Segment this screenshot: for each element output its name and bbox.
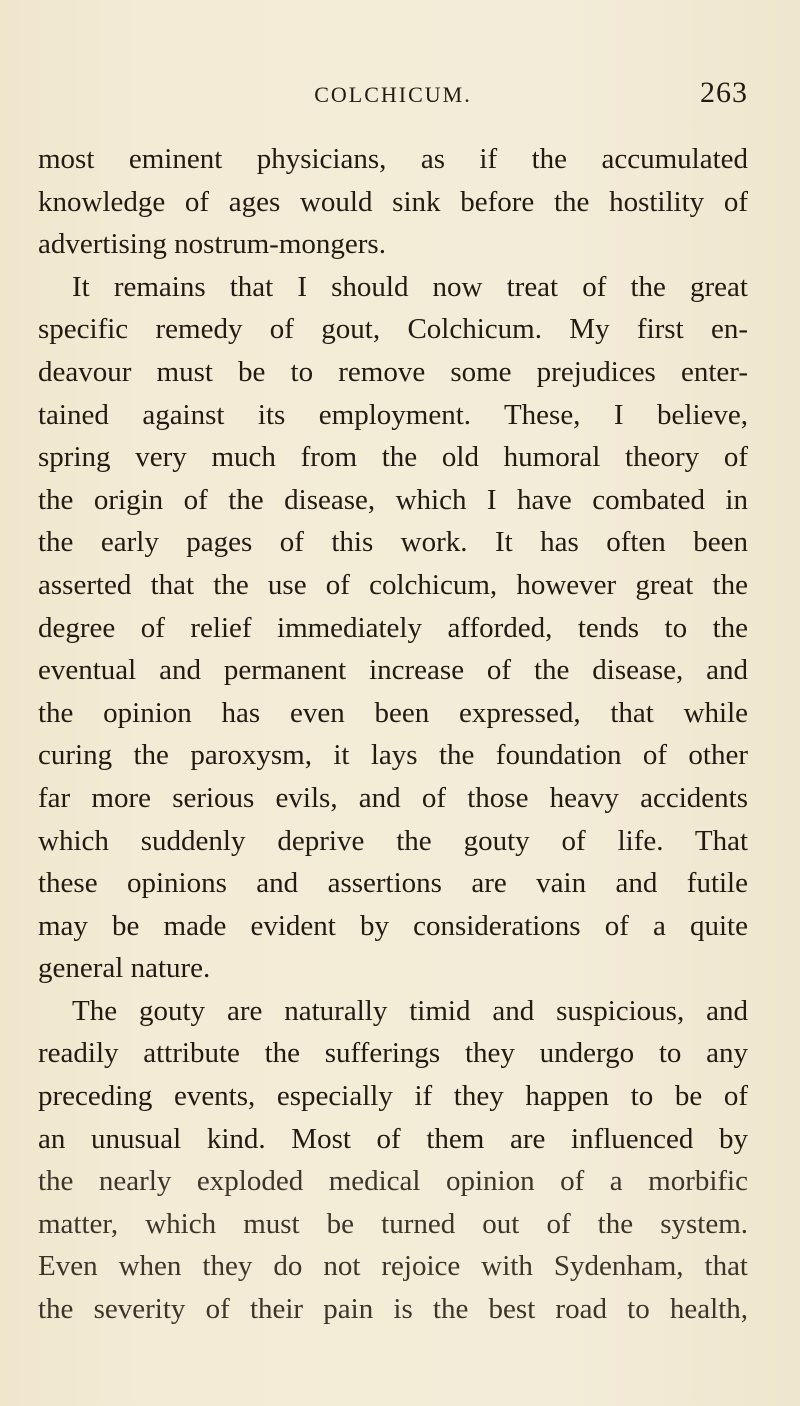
text-line: curing the paroxysm, it lays the foundation of other [38,739,748,772]
text-line: specific remedy of gout, Colchicum. My first en- [38,313,748,346]
text-line: advertising nostrum-mongers. [38,228,386,261]
text-line: eventual and permanent increase of the disease, and [38,654,748,687]
text-line: Even when they do not rejoice with Sydenham, that [38,1250,748,1283]
text-line: the early pages of this work. It has often been [38,526,748,559]
page-header [38,76,748,116]
text-line: these opinions and assertions are vain and futile [38,867,748,900]
text-line: an unusual kind. Most of them are influenced by [38,1122,748,1155]
text-line: may be made evident by considerations of a quite [38,909,748,942]
running-head: COLCHICUM. [314,82,472,107]
text-line: degree of relief immediately afforded, tends to the [38,611,748,644]
text-line: preceding events, especially if they happen to be of [38,1080,748,1113]
text-line: asserted that the use of colchicum, however great the [38,568,748,601]
page-number: 263 [700,76,748,109]
text-line: far more serious evils, and of those heavy accidents [38,781,748,814]
body-text [38,138,748,1331]
text-line: deavour must be to remove some prejudices enter- [38,355,748,388]
text-line: knowledge of ages would sink before the hostility of [38,185,748,218]
text-line: general nature. [38,952,211,985]
text-line: tained against its employment. These, I believe, [38,398,748,431]
text-line: the severity of their pain is the best road to health, [38,1293,748,1326]
text-line: the origin of the disease, which I have combated in [38,483,748,516]
text-line: the opinion has even been expressed, that while [38,696,748,729]
text-line: The gouty are naturally timid and suspicious, and [72,994,748,1027]
text-line: which suddenly deprive the gouty of life. That [38,824,748,857]
text-line: most eminent physicians, as if the accumulated [38,143,748,175]
text-line: It remains that I should now treat of the great [72,270,748,303]
text-line: matter, which must be turned out of the system. [38,1207,748,1240]
text-line: the nearly exploded medical opinion of a morbific [38,1165,748,1198]
text-line: spring very much from the old humoral theory of [38,441,748,474]
text-line: readily attribute the sufferings they undergo to any [38,1037,748,1070]
